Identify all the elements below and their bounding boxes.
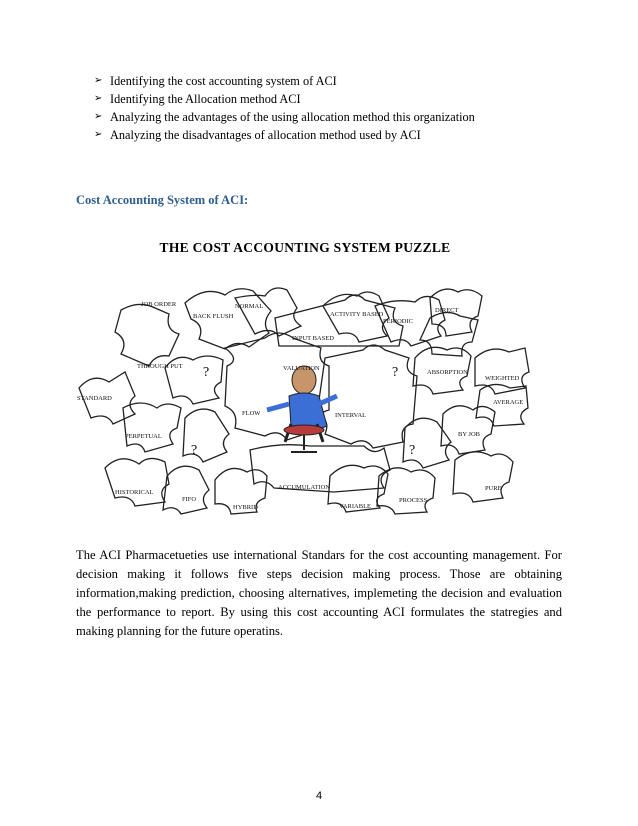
list-item: ➢ Identifying the Allocation method ACI <box>94 92 301 106</box>
label-standard: STANDARD <box>77 395 112 402</box>
question-mark-icon: ? <box>203 365 210 380</box>
objectives-list <box>94 72 475 144</box>
label-normal: NORMAL <box>235 303 264 310</box>
label-average: AVERAGE <box>493 399 524 406</box>
label-valuation: VALUATION <box>283 365 320 372</box>
label-by-job: BY JOB <box>458 431 480 438</box>
label-historical: HISTORICAL <box>115 489 154 496</box>
label-process: PROCESS <box>399 497 428 504</box>
label-job-order: JOB ORDER <box>141 301 177 308</box>
section-heading: Cost Accounting System of ACI: <box>76 193 249 207</box>
label-periodic: PERIODIC <box>383 318 413 325</box>
arrow-bullet-icon: ➢ <box>94 93 103 104</box>
label-accumulation: ACCUMULATION <box>278 484 330 491</box>
arrow-bullet-icon: ➢ <box>94 75 103 86</box>
question-mark-icon: ? <box>191 443 198 458</box>
question-mark-icon: ? <box>409 443 416 458</box>
label-through-put: THROUGH PUT <box>137 363 183 370</box>
page-number: 4 <box>315 790 323 802</box>
question-mark-icon: ? <box>392 365 399 380</box>
label-activity-based: ACTIVITY BASED <box>330 311 384 318</box>
label-interval: INTERVAL <box>335 412 367 419</box>
list-item: ➢ Analyzing the disadvantages of allocation method used by ACI <box>94 128 421 142</box>
list-item: ➢ Analyzing the advantages of the using allocation method this organization <box>94 110 475 124</box>
figure-title: THE COST ACCOUNTING SYSTEM PUZZLE <box>159 240 451 255</box>
label-input-based: INPUT BASED <box>292 335 334 342</box>
label-fifo: FIFO <box>182 496 197 503</box>
cost-accounting-puzzle-figure <box>75 218 535 523</box>
label-flow: FLOW <box>242 410 261 417</box>
label-pure: PURE <box>485 485 502 492</box>
arrow-bullet-icon: ➢ <box>94 111 103 122</box>
arrow-bullet-icon: ➢ <box>94 129 103 140</box>
label-absorption: ABSORPTION <box>427 369 468 376</box>
label-weighted: WEIGHTED <box>485 375 520 382</box>
list-item: ➢ Identifying the cost accounting system of ACI <box>94 74 337 88</box>
label-direct: DIRECT <box>435 307 459 314</box>
label-variable: VARIABLE <box>339 503 372 510</box>
label-perpetual: PERPETUAL <box>125 433 162 440</box>
label-back-flush: BACK FLUSH <box>193 313 234 320</box>
businessman-illustration <box>267 366 337 452</box>
body-paragraph: The ACI Pharmacetueties use international Standars for the cost accounting management. For decision making it follows five steps decision making process. Those are obtaining information,making prediction, choosing alternatives, implemeting the decision and evaluation the performance to report. By using this cost accounting ACI formulates the statregies and making planning for the future operatins. <box>76 548 562 638</box>
label-hybrid: HYBRID <box>233 504 258 511</box>
